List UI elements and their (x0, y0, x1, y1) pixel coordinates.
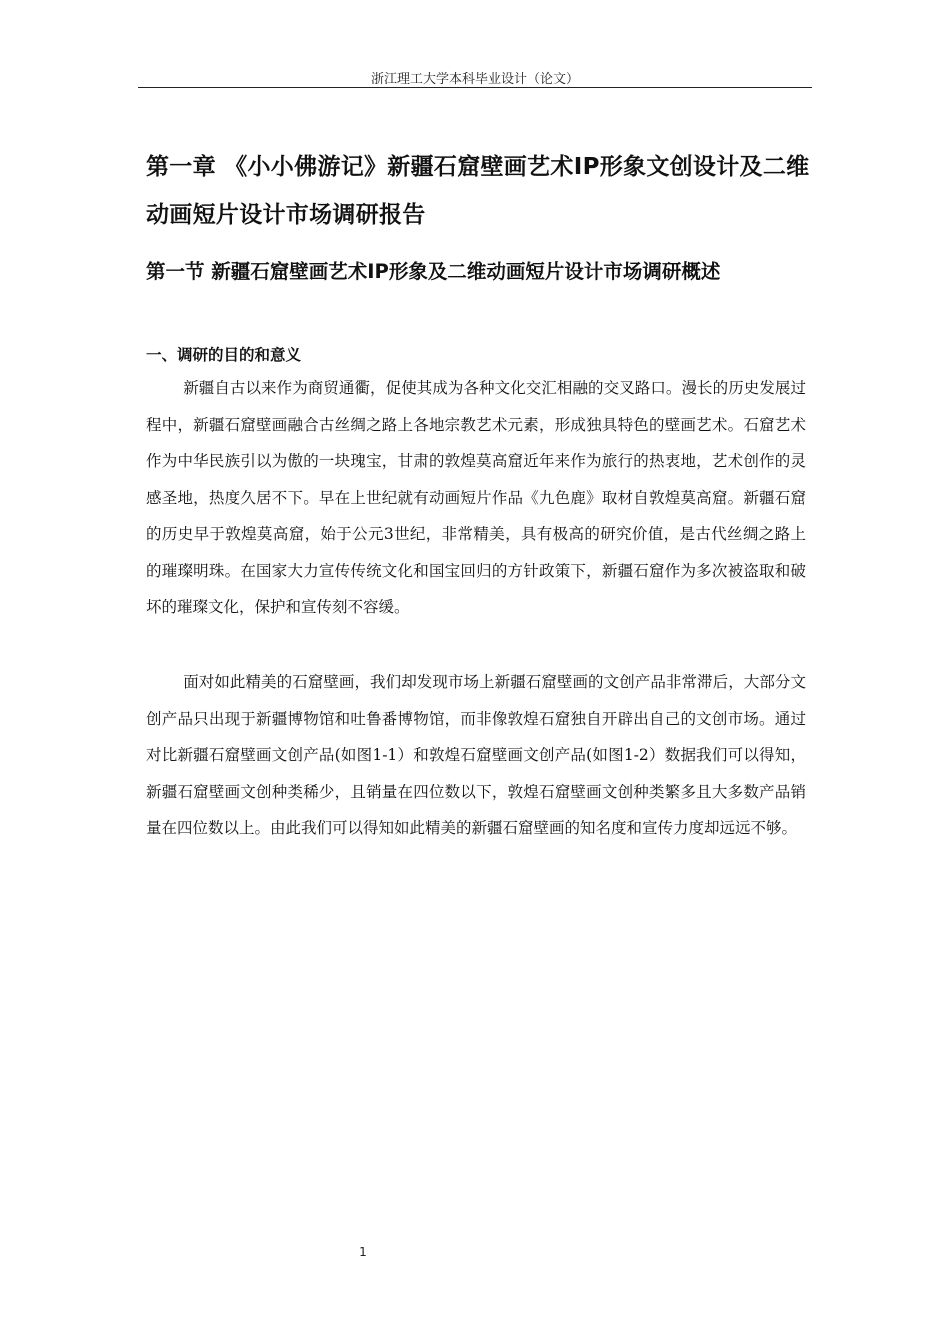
body-paragraph: 新疆自古以来作为商贸通衢，促使其成为各种文化交汇相融的交叉路口。漫长的历史发展过程中，新疆石窟壁画融合古丝绸之路上各地宗教艺术元素，形成独具特色的壁画艺术。石窟艺术作为中华民族引以为傲的一块瑰宝，甘肃的敦煌莫高窟近年来作为旅行的热衷地，艺术创作的灵感圣地，热度久居不下。早在上世纪就有动画短片作品《九色鹿》取材自敦煌莫高窟。新疆石窟的历史早于敦煌莫高窟，始于公元3世纪，非常精美，具有极高的研究价值，是古代丝绸之路上的璀璨明珠。在国家大力宣传传统文化和国宝回归的方针政策下，新疆石窟作为多次被盗取和破坏的璀璨文化，保护和宣传刻不容缓。 (146, 379, 806, 616)
section-title: 第一节 新疆石窟壁画艺术IP形象及二维动画短片设计市场调研概述 (146, 260, 721, 283)
page-number: 1 (359, 1245, 367, 1259)
body-paragraph: 面对如此精美的石窟壁画，我们却发现市场上新疆石窟壁画的文创产品非常滞后，大部分文创产品只出现于新疆博物馆和吐鲁番博物馆，而非像敦煌石窟独自开辟出自己的文创市场。通过对比新疆石窟壁画文创产品(如图1-1）和敦煌石窟壁画文创产品(如图1-2）数据我们可以得知，新疆石窟壁画文创种类稀少，且销量在四位数以下，敦煌石窟壁画文创种类繁多且大多数产品销量在四位数以上。由此我们可以得知如此精美的新疆石窟壁画的知名度和宣传力度却远远不够。 (146, 673, 806, 837)
subsection-title: 一、调研的目的和意义 (146, 346, 302, 364)
running-header: 浙江理工大学本科毕业设计（论文） (370, 72, 579, 87)
header-divider (138, 87, 812, 88)
chapter-title: 第一章 《小小佛游记》新疆石窟壁画艺术IP形象文创设计及二维动画短片设计市场调研报告 (146, 154, 810, 228)
